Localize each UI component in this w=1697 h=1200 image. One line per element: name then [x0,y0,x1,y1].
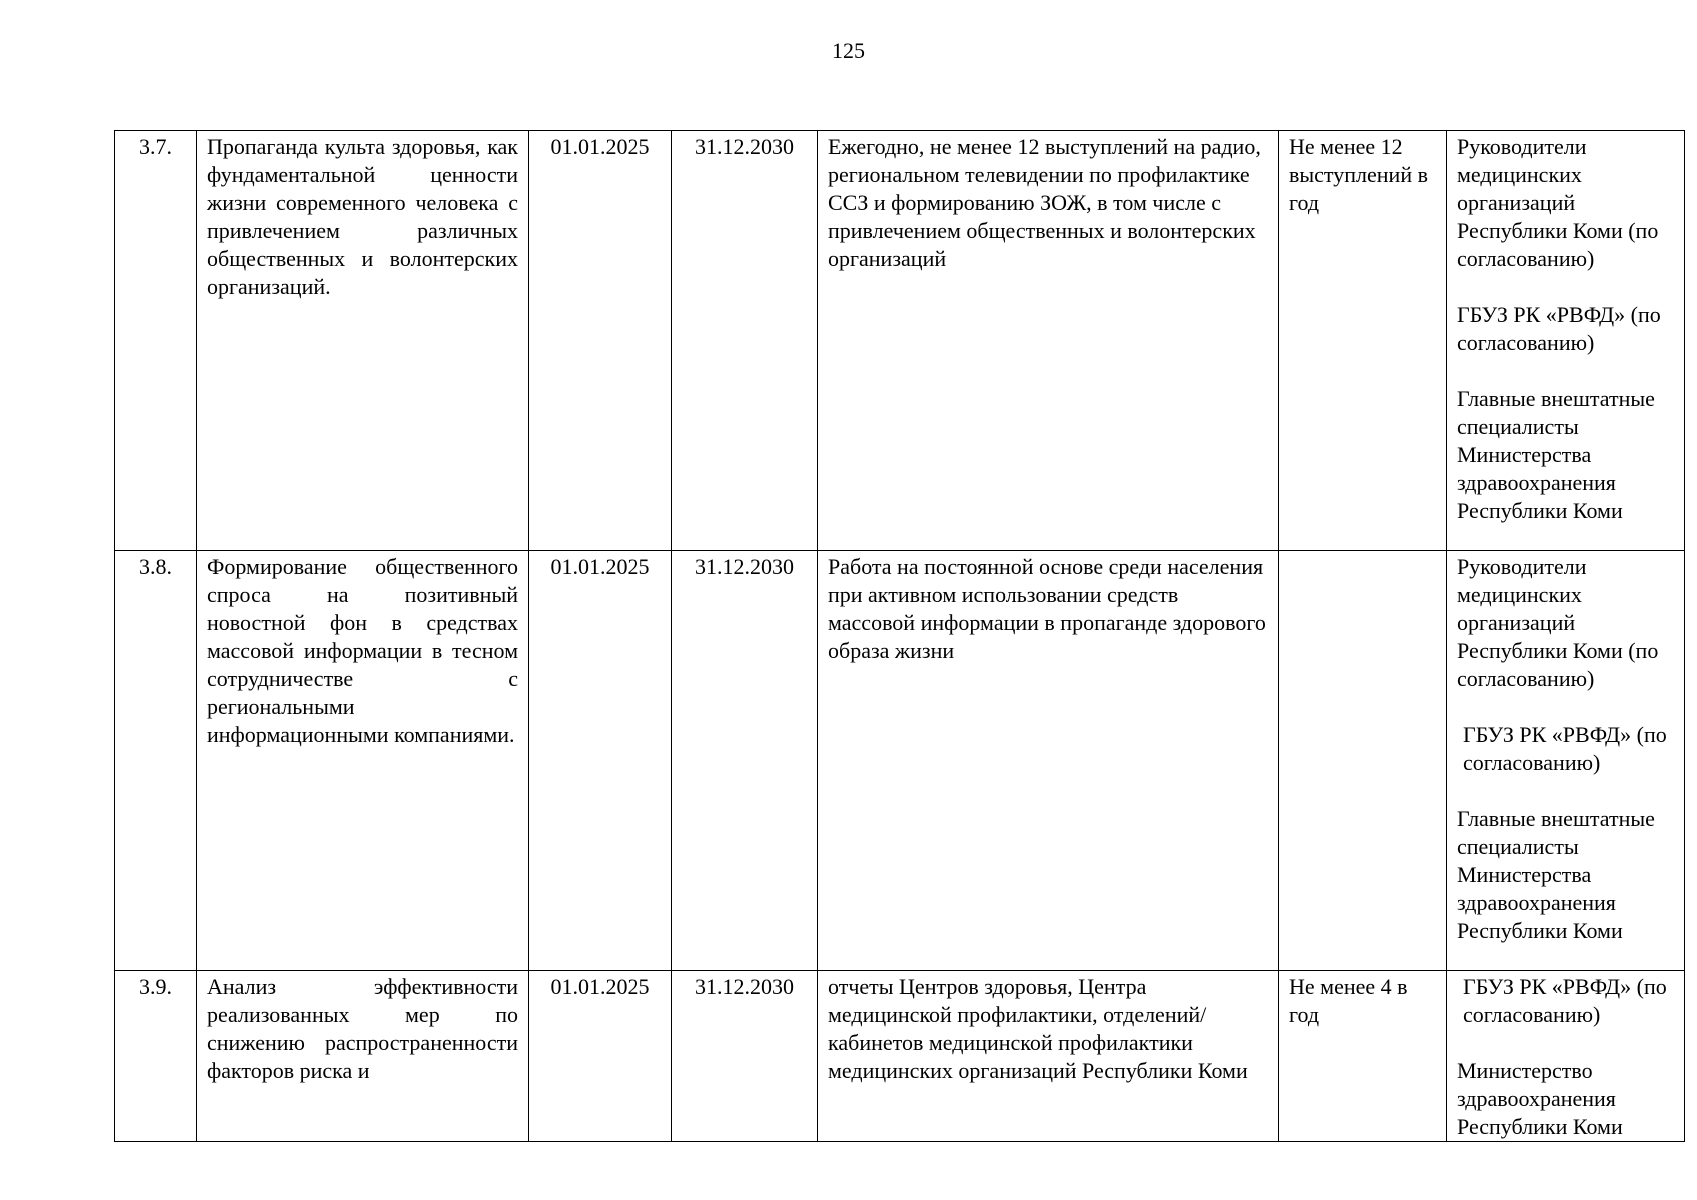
row-number: 3.9. [115,971,197,1142]
page-number: 125 [832,38,865,63]
responsible-cell [1447,551,1685,971]
responsible-entry: Главные внештатные специалисты Министерства здравоохранения Республики Коми [1457,386,1655,523]
indicator-text [1279,551,1447,971]
result-text: Работа на постоянной основе среди населения при активном использовании средств массовой информации в пропаганде здорового образа жизни [818,551,1279,971]
responsible-entry: ГБУЗ РК «РВФД» (по согласованию) [1463,722,1667,775]
responsible-cell [1447,131,1685,551]
table-row [115,131,1685,551]
start-date: 01.01.2025 [529,551,672,971]
result-text: Ежегодно, не менее 12 выступлений на радио, региональном телевидении по профилактике ССЗ и формированию ЗОЖ, в том числе с привлечением общественных и волонтерских организаций [818,131,1279,551]
end-date: 31.12.2030 [672,131,818,551]
table-row [115,971,1685,1142]
action-plan-table [114,130,1685,1142]
responsible-entry: Руководители медицинских организаций Республики Коми (по согласованию) [1457,554,1659,691]
table-row [115,551,1685,971]
indicator-text: Не менее 4 в год [1279,971,1447,1142]
responsible-entry: ГБУЗ РК «РВФД» (по согласованию) [1457,302,1661,355]
indicator-text: Не менее 12 выступлений в год [1279,131,1447,551]
start-date: 01.01.2025 [529,131,672,551]
row-number: 3.8. [115,551,197,971]
responsible-cell [1447,971,1685,1142]
responsible-entry: Министерство здравоохранения Республики Коми [1457,1058,1623,1139]
responsible-entry: Главные внештатные специалисты Министерства здравоохранения Республики Коми [1457,806,1655,943]
start-date: 01.01.2025 [529,971,672,1142]
responsible-entry: Руководители медицинских организаций Республики Коми (по согласованию) [1457,134,1659,271]
measure-text: Пропаганда культа здоровья, как фундаментальной ценности жизни современного человека с привлечением различных общественных и волонтерских организаций. [197,131,529,551]
result-text: отчеты Центров здоровья, Центра медицинской профилактики, отделений/кабинетов медицинской профилактики медицинских организаций Республики Коми [818,971,1279,1142]
measure-text: Формирование общественного спроса на позитивный новостной фон в средствах массовой информации в тесном сотрудничестве с региональными информационными компаниями. [197,551,529,971]
end-date: 31.12.2030 [672,551,818,971]
measure-text: Анализ эффективности реализованных мер по снижению распространенности факторов риска и [197,971,529,1142]
end-date: 31.12.2030 [672,971,818,1142]
responsible-entry: ГБУЗ РК «РВФД» (по согласованию) [1463,974,1667,1027]
row-number: 3.7. [115,131,197,551]
